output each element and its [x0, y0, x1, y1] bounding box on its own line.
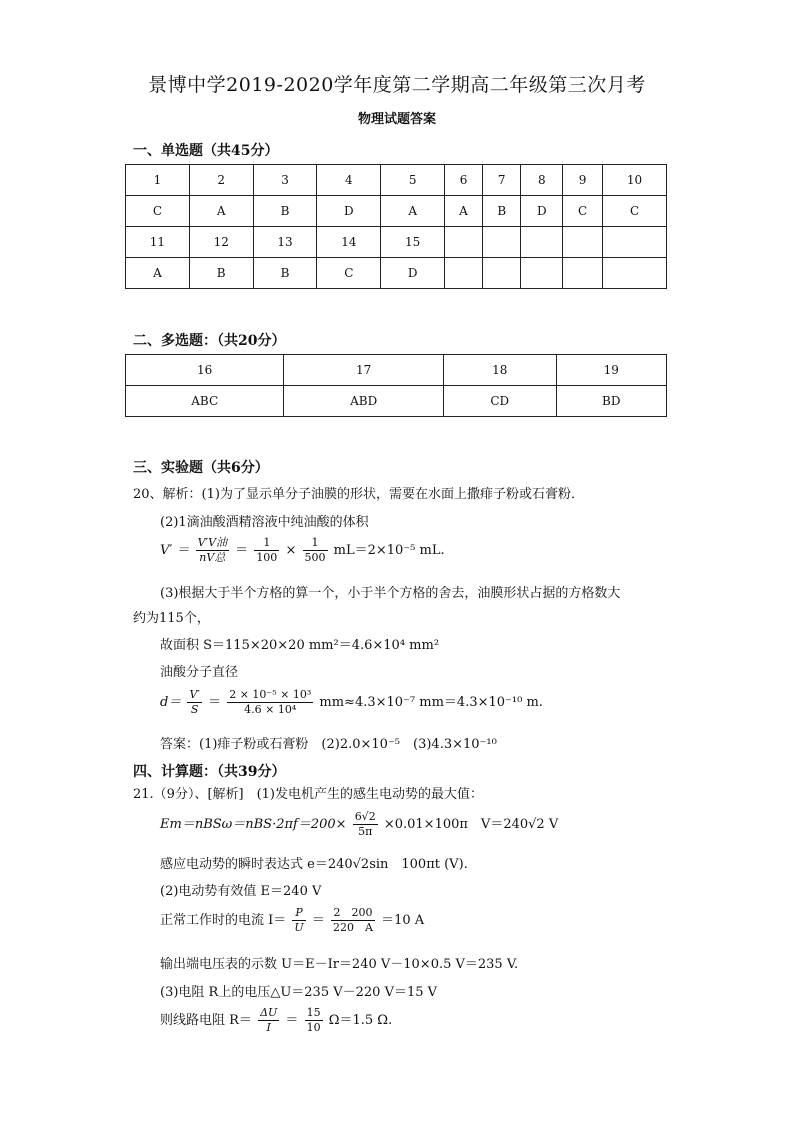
frac-den: S	[190, 703, 199, 716]
table-cell: 15	[381, 227, 445, 258]
table-cell: D	[317, 196, 381, 227]
table-cell: 5	[381, 165, 445, 196]
table-cell: BD	[556, 386, 667, 417]
q20-f1-frac-2	[254, 536, 279, 565]
q21-f1-frac	[353, 810, 378, 839]
q20-f1-frac-3	[303, 536, 328, 565]
table-cell: D	[521, 196, 563, 227]
table-cell: 18	[444, 355, 557, 386]
equals-sign: ＝	[235, 543, 249, 558]
q21-f2-frac-2	[331, 906, 375, 935]
section-single-choice-heading: 一、单选题（共45分）	[133, 143, 279, 159]
table-cell: A	[381, 196, 445, 227]
document-title: 景博中学2019-2020学年度第二学期高二年级第三次月考	[148, 74, 646, 96]
q20-f1-rhs: mL＝2×10⁻⁵ mL.	[333, 543, 445, 558]
section-experiment-heading: 三、实验题（共6分）	[133, 460, 269, 476]
q21-f2-frac-1	[292, 906, 305, 935]
q20-line-1: 20、解析：(1)为了显示单分子油膜的形状，需要在水面上撒痱子粉或石膏粉．	[133, 487, 584, 502]
frac-num: 15	[306, 1006, 321, 1019]
table-cell: A	[445, 196, 483, 227]
table-cell: C	[317, 258, 381, 289]
q21-formula-emf	[160, 810, 558, 839]
table-cell: ABD	[284, 386, 444, 417]
table-row	[126, 386, 667, 417]
q20-f2-frac-1	[187, 688, 201, 717]
times-sign: ×	[285, 543, 297, 558]
frac-num: 1	[254, 536, 279, 551]
q20-f1-lhs: V′ ＝	[160, 543, 190, 558]
q21-f3-rhs: Ω＝1.5 Ω.	[328, 1013, 393, 1028]
table-cell: B	[253, 196, 317, 227]
table-cell: C	[603, 196, 667, 227]
table-row	[126, 227, 667, 258]
equals-sign: ＝	[311, 913, 325, 928]
table-row	[126, 258, 667, 289]
frac-num: 1	[303, 536, 328, 551]
table-cell	[482, 258, 521, 289]
frac-num: 6√2	[354, 810, 376, 823]
table-row	[126, 165, 667, 196]
section-calculation-heading: 四、计算题：（共39分）	[133, 764, 286, 780]
table-cell	[563, 258, 603, 289]
q21-f2-rhs: ＝10 A	[381, 913, 425, 928]
frac-den: I	[266, 1021, 271, 1034]
q21-f3-frac-1	[258, 1006, 279, 1035]
table-cell: 2	[189, 165, 253, 196]
q21-f1-rhs: ×0.01×100π V＝240√2 V	[383, 817, 559, 832]
table-cell: 3	[253, 165, 317, 196]
frac-num: V′V油	[197, 536, 228, 549]
frac-den: nV总	[199, 551, 226, 564]
table-cell	[445, 258, 483, 289]
table-cell: D	[381, 258, 445, 289]
table-cell: 11	[126, 227, 190, 258]
frac-num: 2 200	[331, 906, 375, 921]
frac-den: 5π	[358, 825, 373, 838]
table-cell: ABC	[126, 386, 284, 417]
table-row	[126, 196, 667, 227]
q20-formula-diameter	[160, 688, 543, 717]
table-cell: 17	[284, 355, 444, 386]
table-cell: C	[126, 196, 190, 227]
frac-num: ΔU	[260, 1006, 278, 1019]
q21-f3-lhs: 则线路电阻 R＝	[160, 1013, 252, 1028]
q20-f1-frac-1	[196, 536, 229, 565]
frac-num: V′	[189, 688, 200, 701]
q20-line-2: (2)1滴油酸酒精溶液中纯油酸的体积	[160, 515, 369, 530]
frac-num: 2 × 10⁻⁵ × 10³	[229, 688, 312, 701]
multi-choice-answer-table	[125, 354, 667, 417]
q21-f3-frac-2	[305, 1006, 323, 1035]
table-cell: 4	[317, 165, 381, 196]
table-cell: 10	[603, 165, 667, 196]
table-cell: 6	[445, 165, 483, 196]
table-cell	[445, 227, 483, 258]
table-cell: 19	[556, 355, 667, 386]
table-cell: 13	[253, 227, 317, 258]
table-cell	[603, 258, 667, 289]
q21-line-4: 输出端电压表的示数 U＝E－Ir＝240 V－10×0.5 V＝235 V.	[160, 957, 519, 972]
table-cell: A	[126, 258, 190, 289]
table-cell	[482, 227, 521, 258]
q21-line-3: (2)电动势有效值 E＝240 V	[160, 884, 322, 899]
table-cell: A	[189, 196, 253, 227]
table-cell	[603, 227, 667, 258]
frac-den: 100	[256, 551, 278, 564]
frac-den: 500	[304, 551, 326, 564]
q20-formula-volume	[160, 536, 445, 565]
table-cell: B	[482, 196, 521, 227]
document-subtitle: 物理试题答案	[357, 112, 436, 127]
q20-line-3: (3)根据大于半个方格的算一个，小于半个方格的舍去，油膜形状占据的方格数大	[160, 586, 621, 601]
table-cell	[521, 227, 563, 258]
table-cell: 7	[482, 165, 521, 196]
q20-f2-lhs: d＝	[160, 695, 182, 710]
q21-line-1: 21.（9分）、[解析] (1)发电机产生的感生电动势的最大值：	[133, 787, 484, 802]
table-cell: CD	[444, 386, 557, 417]
table-cell: C	[563, 196, 603, 227]
table-cell	[521, 258, 563, 289]
q20-line-6: 油酸分子直径	[160, 665, 239, 680]
q20-line-5: 故面积 S＝115×20×20 mm²＝4.6×10⁴ mm²	[160, 638, 440, 653]
q21-formula-resistance	[160, 1006, 392, 1035]
table-cell: 16	[126, 355, 284, 386]
table-cell: 12	[189, 227, 253, 258]
frac-den: 220 A	[333, 921, 373, 934]
table-cell	[563, 227, 603, 258]
q20-f2-rhs: mm≈4.3×10⁻⁷ mm＝4.3×10⁻¹⁰ m.	[319, 695, 543, 710]
equals-sign: ＝	[285, 1013, 299, 1028]
frac-den: 4.6 × 10⁴	[244, 703, 297, 716]
frac-num: P	[292, 906, 305, 921]
q21-formula-current	[160, 906, 424, 935]
table-cell: 14	[317, 227, 381, 258]
table-cell: B	[189, 258, 253, 289]
q21-f2-lhs: 正常工作时的电流 I＝	[160, 913, 287, 928]
table-cell: 8	[521, 165, 563, 196]
table-cell: B	[253, 258, 317, 289]
frac-den: U	[294, 921, 304, 934]
q20-f2-frac-2	[227, 688, 313, 717]
q20-answer: 答案：(1)痱子粉或石膏粉 (2)2.0×10⁻⁵ (3)4.3×10⁻¹⁰	[160, 737, 497, 752]
q21-line-2: 感应电动势的瞬时表达式 e＝240√2sin 100πt (V).	[160, 857, 468, 872]
single-choice-answer-table	[125, 164, 667, 289]
section-multi-choice-heading: 二、多选题：（共20分）	[133, 333, 286, 349]
table-cell: 9	[563, 165, 603, 196]
q21-line-5: (3)电阻 R上的电压△U＝235 V－220 V＝15 V	[160, 985, 438, 1000]
frac-den: 10	[306, 1021, 321, 1034]
table-cell: 1	[126, 165, 190, 196]
q21-f1-lhs: Em＝nBSω＝nBS·2πf＝200×	[160, 817, 347, 832]
table-row	[126, 355, 667, 386]
equals-sign: ＝	[208, 695, 222, 710]
q20-line-4: 约为115个，	[133, 611, 210, 626]
